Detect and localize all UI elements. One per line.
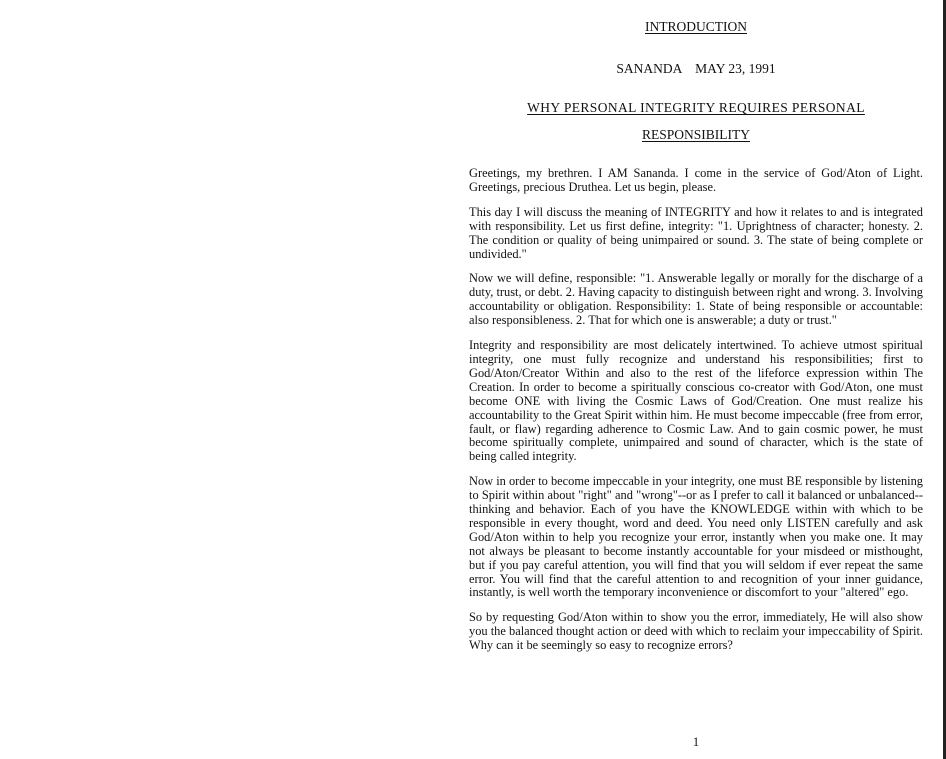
paragraph-5: Now in order to become impeccable in your integrity, one must BE responsible by listening to Spirit within about "right" and "wrong"--or as I prefer to call it balanced or unbalanced--thinking and behavior. Each of you have the KNOWLEDGE within with which to be responsible in every thought, word and deed. You need only LISTEN carefully and ask God/Aton within to help you recognize your error, instantly when you make one. It may not always be pleasant to become instantly accountable for your misdeed or misthought, but if you pay careful attention, you will find that you will seldom if ever repeat the same error. You will find that the careful attention to and recognition of your inner guidance, instantly, is well worth the temporary inconvenience or discomfort to your "altered" ego. — [469, 474, 923, 600]
paragraph-3: Now we will define, responsible: "1. Answerable legally or morally for the discharge of a duty, trust, or debt. 2. Having capacity to distinguish between right and wrong. 3. Involving accountability or obligation. Responsibility: 1. State of being responsible or accountable: also responsibleness. 2. That for which one is answerable; a duty or trust." — [469, 271, 923, 328]
subtitle-line-2: RESPONSIBILITY — [641, 127, 750, 142]
subtitle-line-1: WHY PERSONAL INTEGRITY REQUIRES PERSONAL — [527, 100, 865, 115]
paragraph-1: Greetings, my brethren. I AM Sananda. I come in the service of God/Aton of Light. Greetings, precious Druthea. Let us begin, please. — [469, 166, 923, 194]
paragraph-6: So by requesting God/Aton within to show you the error, immediately, He will also show you the balanced thought action or deed with which to reclaim your impeccability of Spirit. Why can it be seemingly so easy to recognize errors? — [469, 610, 923, 653]
body-text — [469, 167, 923, 664]
paragraph-4: Integrity and responsibility are most delicately intertwined. To achieve utmost spiritual integrity, one must fully recognize and understand his responsibilities; first to God/Aton/Creator Within and also to the rest of the lifeforce expression within The Creation. In order to become a spiritually conscious co-creator with God/Aton, one must become ONE with living the Cosmic Laws of God/Creation. One must realize his accountability to the Great Spirit within him. He must become impeccable (free from error, fault, or flaw) regarding adherence to Cosmic Law. And to gain cosmic power, he must become spiritually complete, unimpaired and sound of character, which is the state of being called integrity. — [469, 338, 923, 464]
paragraph-2: This day I will discuss the meaning of INTEGRITY and how it relates to and is integrated with responsibility. Let us first define, integrity: "1. Uprightness of character; honesty. 2. The condition or quality of being unimpaired or sound. 3. The state of being complete or undivided." — [469, 204, 923, 261]
page-number: 1 — [692, 735, 700, 749]
section-title: INTRODUCTION — [645, 19, 747, 34]
speaker-date: SANANDA MAY 23, 1991 — [616, 61, 776, 76]
